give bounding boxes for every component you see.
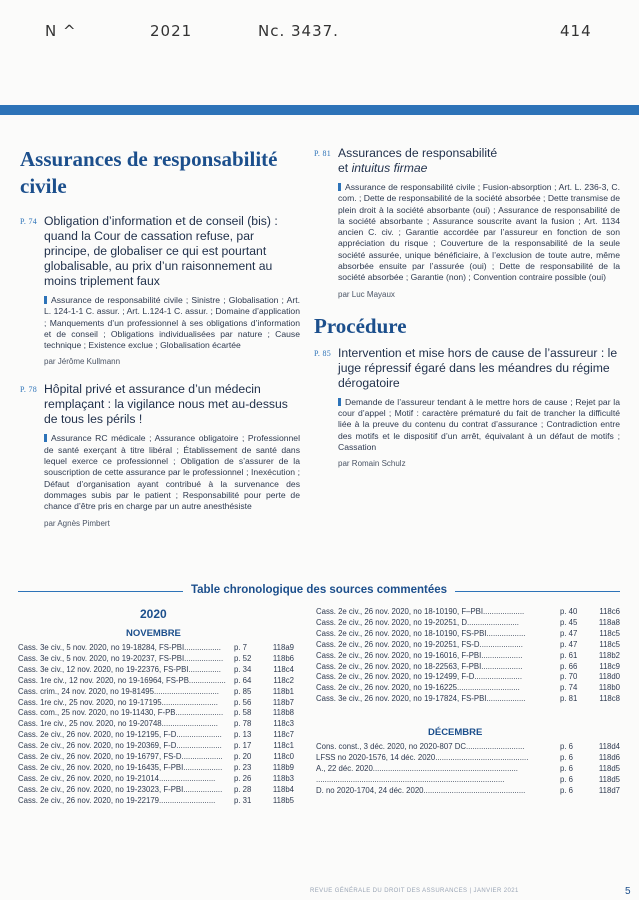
article-p81 bbox=[314, 146, 620, 299]
article-keywords: Demande de l’assureur tendant à le mettre hors de cause ; Rejet par la cour d’appel ; Motif : caractère prématuré du fait de trancher la difficulté liée à la preuve du contenu du contrat d’assurance ; Contradiction entre des motifs et le dispositif d’un arrêt, équivalant à un défaut de motifs ; Cassation bbox=[338, 396, 620, 452]
table-row bbox=[316, 651, 620, 662]
table-row bbox=[316, 786, 620, 797]
right-column bbox=[314, 146, 620, 468]
page-ref: P. 78 bbox=[20, 385, 38, 395]
table-row bbox=[18, 687, 294, 698]
source-citation: A., 22 déc. 2020................................................................... bbox=[316, 763, 518, 773]
table-right-rows-dec bbox=[316, 742, 620, 797]
row-page: p. 66 bbox=[560, 661, 578, 671]
source-citation: Cons. const., 3 déc. 2020, no 2020-807 DC........................... bbox=[316, 742, 525, 751]
table-row bbox=[316, 618, 620, 629]
row-page: p. 31 bbox=[234, 795, 252, 805]
article-title: Intervention et mise hors de cause de l’assureur : le juge répressif égaré dans les méandres du régime dérogatoire bbox=[338, 345, 618, 390]
row-code: 118a9 bbox=[272, 643, 294, 652]
handwritten-note-2: 2021 bbox=[150, 22, 193, 40]
row-page: p. 74 bbox=[560, 683, 578, 693]
table-row bbox=[316, 662, 620, 673]
table-row bbox=[18, 676, 294, 687]
row-page: p. 45 bbox=[560, 617, 578, 627]
month-november: NOVEMBRE bbox=[126, 628, 181, 639]
row-code: 118b4 bbox=[272, 784, 294, 794]
table-row bbox=[316, 683, 620, 694]
source-citation: Cass. 2e civ., 26 nov. 2020, no 19-21014.......................... bbox=[18, 773, 216, 783]
row-page: p. 34 bbox=[234, 664, 252, 674]
row-code: 118b3 bbox=[272, 773, 294, 783]
row-code: 118d7 bbox=[598, 785, 620, 795]
source-citation: Cass. 2e civ., 26 nov. 2020, no 19-22179.......................... bbox=[18, 795, 216, 805]
row-page: p. 6 bbox=[560, 774, 574, 784]
row-code: 118d5 bbox=[598, 774, 620, 784]
row-page: p. 58 bbox=[234, 708, 252, 718]
row-page: p. 26 bbox=[234, 773, 252, 783]
source-citation: Cass. 2e civ., 26 nov. 2020, no 19-16225............................. bbox=[316, 683, 520, 693]
bullet-marker bbox=[338, 183, 341, 191]
row-code: 118b1 bbox=[272, 686, 294, 696]
table-year: 2020 bbox=[140, 607, 167, 621]
table-row bbox=[18, 654, 294, 665]
page-ref: P. 85 bbox=[314, 348, 332, 358]
source-citation: Cass. 3e civ., 26 nov. 2020, no 19-17824, FS-PBI.................. bbox=[316, 694, 526, 704]
bullet-marker bbox=[44, 434, 47, 442]
article-author: par Agnès Pimbert bbox=[44, 518, 110, 528]
row-page: p. 23 bbox=[234, 762, 252, 772]
row-page: p. 61 bbox=[560, 650, 578, 660]
source-citation: Cass. 2e civ., 26 nov. 2020, no 19-16016, F-PBI................... bbox=[316, 650, 523, 660]
row-page: p. 6 bbox=[560, 763, 574, 773]
table-row bbox=[18, 708, 294, 719]
table-row bbox=[316, 629, 620, 640]
article-keywords: Assurance de responsabilité civile ; Fusion-absorption ; Art. L. 236-3, C. com. ; Dette de responsabilité de la société absorbée ; Dette transmise de plein droit à la société absorbante (oui) ; Assurance de responsabilité de la société absorbante ; Assurance souscrite avant la fusion ; Art. 1134 ancien C. civ. ; Garantie accordée par l’assureur en fonction de son appréciation du risque ; Couverture de la responsabilité de la seule société assurée, unique bénéficiaire, à l’exclusion de toute autre, même absorbée ensuite par l’assurée (oui) ; Dette de responsabilité de la société absorbée ; Garantie (non) ; Convention contraire possible (oui) bbox=[338, 182, 620, 283]
left-column bbox=[20, 146, 300, 528]
source-citation: Cass. crim., 24 nov. 2020, no 19-81495.............................. bbox=[18, 686, 219, 696]
row-page: p. 78 bbox=[234, 719, 252, 729]
row-page: p. 28 bbox=[234, 784, 252, 794]
table-row bbox=[18, 719, 294, 730]
table-row bbox=[18, 763, 294, 774]
row-page: p. 40 bbox=[560, 607, 578, 616]
row-code: 118b9 bbox=[272, 762, 294, 772]
row-code: 118a8 bbox=[598, 617, 620, 627]
row-page: p. 81 bbox=[560, 694, 578, 704]
row-page: p. 20 bbox=[234, 752, 252, 762]
source-citation: Cass. 2e civ., 26 nov. 2020, no 19-12195, F-D..................... bbox=[18, 730, 222, 740]
source-citation: Cass. 2e civ., 26 nov. 2020, no 19-16435, F-PBI.................. bbox=[18, 762, 223, 772]
table-right-rows-nov bbox=[316, 607, 620, 705]
article-title: Hôpital privé et assurance d’un médecin remplaçant : la vigilance nous met au-dessus de tous les périls ! bbox=[44, 382, 288, 427]
table-row bbox=[316, 764, 620, 775]
header-bar bbox=[0, 105, 639, 115]
article-p74 bbox=[20, 214, 300, 366]
bullet-marker bbox=[44, 296, 47, 304]
row-page: p. 56 bbox=[234, 697, 252, 707]
source-citation: Cass. 3e civ., 12 nov. 2020, no 19-22376, FS-PBI............... bbox=[18, 664, 221, 674]
article-author: par Jérôme Kullmann bbox=[44, 357, 121, 367]
bullet-marker bbox=[338, 398, 341, 406]
table-row bbox=[18, 774, 294, 785]
source-citation: Cass. 1re civ., 12 nov. 2020, no 19-16964, FS-PB................. bbox=[18, 675, 226, 685]
row-code: 118b7 bbox=[272, 697, 294, 707]
source-citation: Cass. 3e civ., 5 nov. 2020, no 19-18284, FS-PBI................. bbox=[18, 643, 221, 652]
source-citation: Cass. 3e civ., 5 nov. 2020, no 19-20237, FS-PBI.................. bbox=[18, 653, 224, 663]
source-citation: ....................................................................................... bbox=[316, 774, 505, 784]
row-code: 118b2 bbox=[598, 650, 620, 660]
row-page: p. 6 bbox=[560, 752, 574, 762]
handwritten-note-4: 414 bbox=[560, 22, 592, 40]
row-code: 118b8 bbox=[272, 708, 294, 718]
table-row bbox=[18, 730, 294, 741]
source-citation: Cass. com., 25 nov. 2020, no 19-11430, F-PB...................... bbox=[18, 708, 224, 718]
table-row bbox=[18, 752, 294, 763]
row-code: 118c2 bbox=[273, 675, 294, 685]
article-author: par Luc Mayaux bbox=[338, 289, 395, 299]
table-row bbox=[18, 643, 294, 654]
row-code: 118c3 bbox=[273, 719, 294, 729]
source-citation: Cass. 2e civ., 26 nov. 2020, no 19-20251, FS-D.................... bbox=[316, 639, 523, 649]
row-code: 118d4 bbox=[598, 742, 620, 751]
row-code: 118b6 bbox=[272, 653, 294, 663]
row-page: p. 13 bbox=[234, 730, 252, 740]
handwritten-note-3: Nc. 3437. bbox=[258, 22, 339, 40]
row-page: p. 47 bbox=[560, 639, 578, 649]
table-row bbox=[316, 694, 620, 705]
row-code: 118c0 bbox=[273, 752, 294, 762]
section-title-rc: Assurances de responsabilité civile bbox=[20, 147, 278, 198]
row-code: 118c9 bbox=[599, 661, 620, 671]
table-row bbox=[18, 698, 294, 709]
source-citation: Cass. 1re civ., 25 nov. 2020, no 19-17195.......................... bbox=[18, 697, 218, 707]
source-citation: Cass. 2e civ., 26 nov. 2020, no 18-10190, FS-PBI.................. bbox=[316, 628, 526, 638]
table-row bbox=[316, 672, 620, 683]
table-row bbox=[18, 741, 294, 752]
footer-journal: REVUE GÉNÉRALE DU DROIT DES ASSURANCES | JANVIER 2021 bbox=[310, 888, 519, 894]
row-page: p. 17 bbox=[234, 741, 252, 751]
section-title-procedure: Procédure bbox=[314, 313, 407, 338]
source-citation: LFSS no 2020-1576, 14 déc. 2020........................................... bbox=[316, 752, 529, 762]
source-citation: Cass. 2e civ., 26 nov. 2020, no 19-20251, D........................ bbox=[316, 617, 519, 627]
row-code: 118c1 bbox=[273, 741, 294, 751]
page-ref: P. 81 bbox=[314, 149, 332, 158]
page-ref: P. 74 bbox=[20, 217, 38, 226]
source-citation: Cass. 2e civ., 26 nov. 2020, no 19-20369, F-D..................... bbox=[18, 741, 222, 751]
row-page: p. 6 bbox=[560, 742, 574, 751]
row-code: 118c4 bbox=[273, 664, 294, 674]
table-left-rows bbox=[18, 643, 294, 807]
table-header bbox=[18, 584, 620, 598]
source-citation: Cass. 2e civ., 26 nov. 2020, no 19-12499, F-D...................... bbox=[316, 672, 522, 682]
table-row bbox=[18, 665, 294, 676]
row-page: p. 52 bbox=[234, 653, 252, 663]
table-row bbox=[316, 607, 620, 618]
row-page: p. 7 bbox=[234, 643, 248, 652]
source-citation: Cass. 2e civ., 26 nov. 2020, no 19-16797, FS-D................... bbox=[18, 752, 223, 762]
article-title: Obligation d’information et de conseil (bis) : quand la Cour de cassation refuse, par principe, de globaliser ce qui est pourtant globalisable, au prix d’un raisonnement au moins triplement faux bbox=[44, 214, 278, 288]
table-row bbox=[18, 785, 294, 796]
table-row bbox=[18, 796, 294, 807]
row-code: 118c8 bbox=[599, 694, 620, 704]
source-citation: Cass. 2e civ., 26 nov. 2020, no 18-10190, F–PBI................... bbox=[316, 607, 525, 616]
row-code: 118d0 bbox=[598, 672, 620, 682]
row-code: 118d6 bbox=[598, 752, 620, 762]
row-code: 118c6 bbox=[599, 607, 620, 616]
article-title: Assurances de responsabilité et intuitus firmae bbox=[338, 146, 498, 175]
article-keywords: Assurance RC médicale ; Assurance obligatoire ; Professionnel de santé exerçant à titre libéral ; Établissement de santé dans lequel exerce ce professionnel ; Obligation de s’assurer de la souscription de cette assurance par le professionnel ; Inexécution ; Défaut d’organisation ayant contribué à la survenance des dommages subis par le patient ; Responsabilité pour perte de chance d’être pris en charge par un autre anesthésiste bbox=[44, 433, 300, 512]
table-row bbox=[316, 640, 620, 651]
month-december: DÉCEMBRE bbox=[428, 727, 483, 738]
article-keywords: Assurance de responsabilité civile ; Sinistre ; Globalisation ; Art. L. 124-1-1 C. assur. ; Art. L.124-1 C. assur. ; Domaine d’application ; Manquements d’un professionnel à ses obligations d’information et de conseil ; Obligations individualisées par nature ; Cause technique ; Existence exclue ; Globalisation écartée bbox=[44, 295, 300, 351]
table-title: Table chronologique des sources commentées bbox=[18, 584, 620, 596]
row-code: 118c7 bbox=[273, 730, 294, 740]
handwritten-note-1: N ^ bbox=[45, 22, 77, 40]
row-page: p. 6 bbox=[560, 785, 574, 795]
table-row bbox=[316, 753, 620, 764]
table-row bbox=[316, 775, 620, 786]
source-citation: D. no 2020-1704, 24 déc. 2020............................................... bbox=[316, 785, 526, 795]
row-code: 118b0 bbox=[598, 683, 620, 693]
row-code: 118c5 bbox=[599, 639, 620, 649]
page-number: 5 bbox=[625, 886, 631, 897]
row-page: p. 70 bbox=[560, 672, 578, 682]
source-citation: Cass. 1re civ., 25 nov. 2020, no 19-20748.......................... bbox=[18, 719, 218, 729]
row-code: 118c5 bbox=[599, 628, 620, 638]
table-row bbox=[316, 742, 620, 753]
row-code: 118d5 bbox=[598, 763, 620, 773]
row-page: p. 85 bbox=[234, 686, 252, 696]
source-citation: Cass. 2e civ., 26 nov. 2020, no 18-22563, F-PBI................... bbox=[316, 661, 523, 671]
article-p85 bbox=[314, 346, 620, 468]
row-code: 118b5 bbox=[272, 795, 294, 805]
row-page: p. 47 bbox=[560, 628, 578, 638]
row-page: p. 64 bbox=[234, 675, 252, 685]
source-citation: Cass. 2e civ., 26 nov. 2020, no 19-23023, F-PBI.................. bbox=[18, 784, 223, 794]
article-p78 bbox=[20, 382, 300, 527]
article-author: par Romain Schulz bbox=[338, 459, 406, 469]
